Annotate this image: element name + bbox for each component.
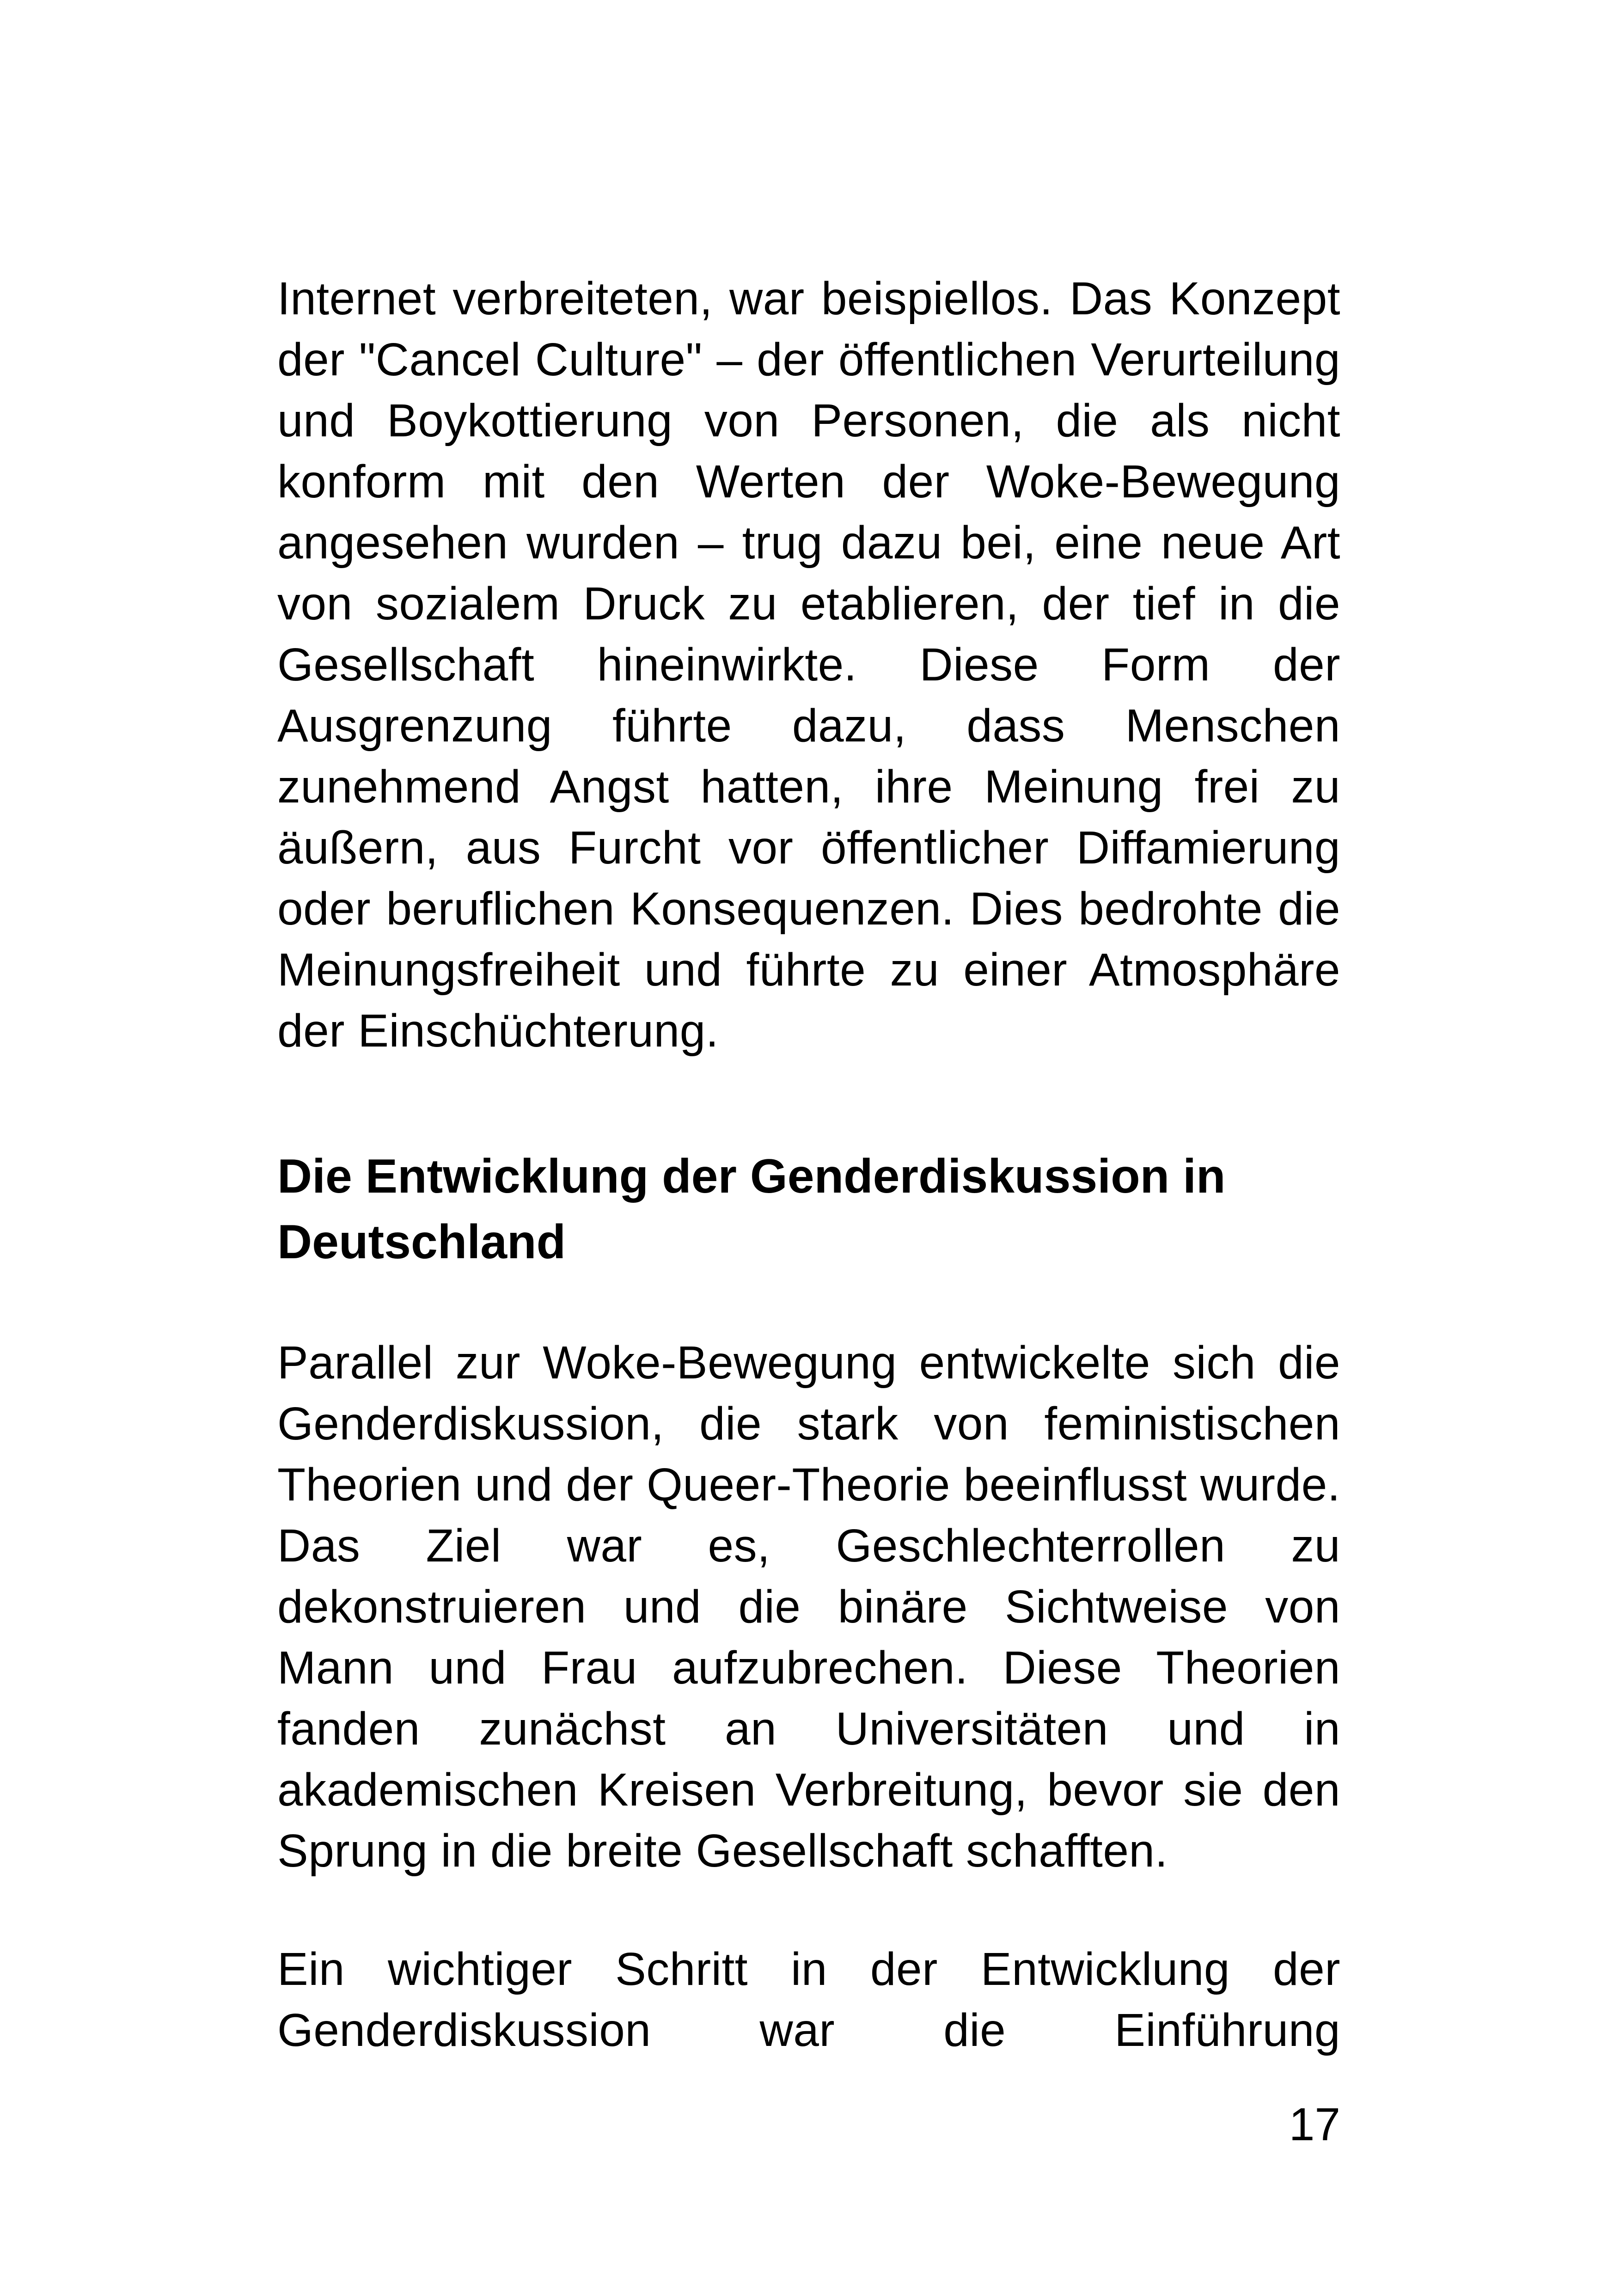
body-paragraph: Internet verbreiteten, war beispiellos. Das Konzept der "Cancel Culture" – der öffentlichen Verurteilung und Boykottierung von Personen, die als nicht konform mit den Werten der Woke-Bewegung angesehen wurden – trug dazu bei, eine neue Art von sozialem Druck zu etablieren, der tief in die Gesellschaft hineinwirkte. Diese Form der Ausgrenzung führte dazu, dass Menschen zunehmend Angst hatten, ihre Meinung frei zu äußern, aus Furcht vor öffentlicher Diffamierung oder beruflichen Konsequenzen. Dies bedrohte die Meinungsfreiheit und führte zu einer Atmosphäre der Einschüchterung. [277, 273, 1340, 1057]
text-column [277, 268, 1340, 2061]
body-paragraph: Ein wichtiger Schritt in der Entwicklung der Genderdiskussion war die Einführung [277, 1943, 1340, 2056]
body-paragraph: Parallel zur Woke-Bewegung entwickelte sich die Genderdiskussion, die stark von feministischen Theorien und der Queer-Theorie beeinflusst wurde. Das Ziel war es, Geschlechterrollen zu dekonstruieren und die binäre Sichtweise von Mann und Frau aufzubrechen. Diese Theorien fanden zunächst an Universitäten und in akademischen Kreisen Verbreitung, bevor sie den Sprung in die breite Gesellschaft schafften. [277, 1337, 1340, 1877]
section-heading: Die Entwicklung der Genderdiskussion in Deutschland [277, 1150, 1226, 1269]
page-number: 17 [1289, 2099, 1340, 2150]
